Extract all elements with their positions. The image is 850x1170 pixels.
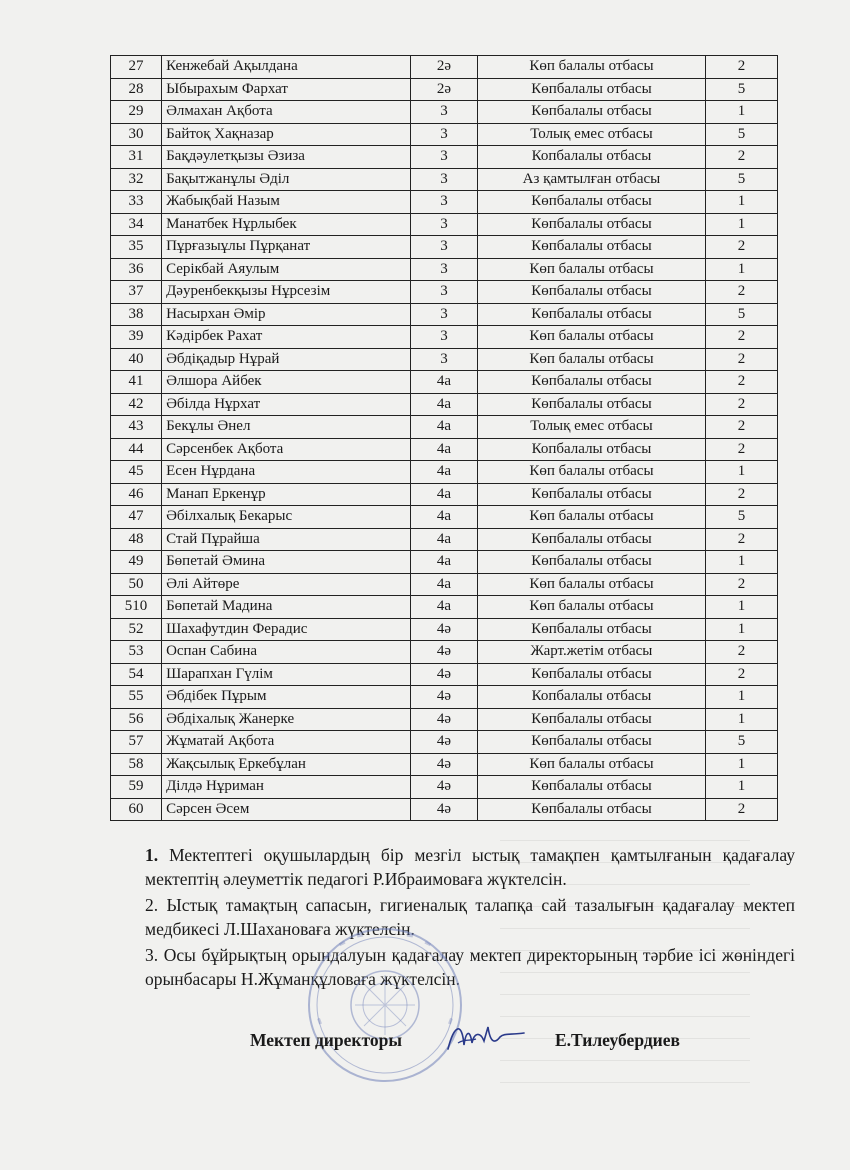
children-count-cell: 1 bbox=[706, 753, 778, 776]
family-status-cell: Копбалалы отбасы bbox=[477, 686, 705, 709]
table-row bbox=[111, 596, 778, 619]
student-name-cell: Шахафутдин Ферадис bbox=[162, 618, 411, 641]
children-count-cell: 1 bbox=[706, 191, 778, 214]
class-grade-cell: 3 bbox=[411, 101, 478, 124]
table-row bbox=[111, 213, 778, 236]
order-clause-number: 1. bbox=[145, 845, 159, 865]
children-count-cell: 2 bbox=[706, 371, 778, 394]
children-count-cell: 5 bbox=[706, 168, 778, 191]
children-count-cell: 5 bbox=[706, 123, 778, 146]
row-number-cell: 55 bbox=[111, 686, 162, 709]
order-clause-number: 2. bbox=[145, 895, 159, 915]
table-row bbox=[111, 528, 778, 551]
handwritten-signature bbox=[440, 1015, 530, 1060]
class-grade-cell: 4ә bbox=[411, 776, 478, 799]
student-name-cell: Жақсылық Еркебұлан bbox=[162, 753, 411, 776]
children-count-cell: 1 bbox=[706, 686, 778, 709]
table-row bbox=[111, 798, 778, 821]
table-row bbox=[111, 236, 778, 259]
row-number-cell: 56 bbox=[111, 708, 162, 731]
children-count-cell: 1 bbox=[706, 551, 778, 574]
family-status-cell: Көпбалалы отбасы bbox=[477, 618, 705, 641]
table-row bbox=[111, 753, 778, 776]
row-number-cell: 28 bbox=[111, 78, 162, 101]
student-name-cell: Кенжебай Ақылдана bbox=[162, 56, 411, 79]
table-row bbox=[111, 393, 778, 416]
family-status-cell: Көпбалалы отбасы bbox=[477, 776, 705, 799]
order-clause-2 bbox=[145, 893, 795, 941]
row-number-cell: 33 bbox=[111, 191, 162, 214]
class-grade-cell: 3 bbox=[411, 326, 478, 349]
family-status-cell: Көп балалы отбасы bbox=[477, 753, 705, 776]
children-count-cell: 2 bbox=[706, 393, 778, 416]
order-clause-3 bbox=[145, 943, 795, 991]
class-grade-cell: 2ә bbox=[411, 78, 478, 101]
row-number-cell: 44 bbox=[111, 438, 162, 461]
table-row bbox=[111, 168, 778, 191]
table-row bbox=[111, 258, 778, 281]
student-name-cell: Манап Еркенұр bbox=[162, 483, 411, 506]
table-row bbox=[111, 551, 778, 574]
children-count-cell: 1 bbox=[706, 461, 778, 484]
class-grade-cell: 4ә bbox=[411, 663, 478, 686]
children-count-cell: 2 bbox=[706, 798, 778, 821]
row-number-cell: 35 bbox=[111, 236, 162, 259]
table-row bbox=[111, 78, 778, 101]
family-status-cell: Көпбалалы отбасы bbox=[477, 78, 705, 101]
children-count-cell: 2 bbox=[706, 348, 778, 371]
table-row bbox=[111, 731, 778, 754]
class-grade-cell: 4ә bbox=[411, 798, 478, 821]
class-grade-cell: 4а bbox=[411, 551, 478, 574]
row-number-cell: 60 bbox=[111, 798, 162, 821]
class-grade-cell: 4а bbox=[411, 438, 478, 461]
bleed-through-line bbox=[500, 1016, 750, 1017]
row-number-cell: 58 bbox=[111, 753, 162, 776]
table-row bbox=[111, 506, 778, 529]
student-name-cell: Әлмахан Ақбота bbox=[162, 101, 411, 124]
family-status-cell: Көпбалалы отбасы bbox=[477, 731, 705, 754]
student-name-cell: Жұматай Ақбота bbox=[162, 731, 411, 754]
class-grade-cell: 3 bbox=[411, 213, 478, 236]
official-seal-stamp bbox=[305, 925, 465, 1085]
table-row bbox=[111, 663, 778, 686]
family-status-cell: Көпбалалы отбасы bbox=[477, 798, 705, 821]
class-grade-cell: 4ә bbox=[411, 731, 478, 754]
family-status-cell: Көп балалы отбасы bbox=[477, 258, 705, 281]
family-status-cell: Көпбалалы отбасы bbox=[477, 281, 705, 304]
order-clause-text: Осы бұйрықтың орындалуын қадағалау мектеп директорының тәрбие ісі жөніндегі орынбасары Н.Жұманқұловаға жүктелсін. bbox=[145, 945, 795, 989]
children-count-cell: 1 bbox=[706, 708, 778, 731]
family-status-cell: Көп балалы отбасы bbox=[477, 573, 705, 596]
student-name-cell: Әлі Айтөре bbox=[162, 573, 411, 596]
student-name-cell: Сәрсен Әсем bbox=[162, 798, 411, 821]
row-number-cell: 54 bbox=[111, 663, 162, 686]
class-grade-cell: 4ә bbox=[411, 641, 478, 664]
table-row bbox=[111, 56, 778, 79]
children-count-cell: 2 bbox=[706, 281, 778, 304]
table-row bbox=[111, 461, 778, 484]
row-number-cell: 50 bbox=[111, 573, 162, 596]
row-number-cell: 47 bbox=[111, 506, 162, 529]
family-status-cell: Көп балалы отбасы bbox=[477, 506, 705, 529]
row-number-cell: 41 bbox=[111, 371, 162, 394]
class-grade-cell: 3 bbox=[411, 236, 478, 259]
director-title: Мектеп директоры bbox=[250, 1030, 402, 1050]
student-name-cell: Жабықбай Назым bbox=[162, 191, 411, 214]
children-count-cell: 1 bbox=[706, 213, 778, 236]
student-name-cell: Сәрсенбек Ақбота bbox=[162, 438, 411, 461]
family-status-cell: Көпбалалы отбасы bbox=[477, 663, 705, 686]
class-grade-cell: 3 bbox=[411, 348, 478, 371]
row-number-cell: 36 bbox=[111, 258, 162, 281]
class-grade-cell: 4а bbox=[411, 393, 478, 416]
student-name-cell: Насырхан Әмір bbox=[162, 303, 411, 326]
row-number-cell: 43 bbox=[111, 416, 162, 439]
student-name-cell: Әбілхалық Бекарыс bbox=[162, 506, 411, 529]
table-row bbox=[111, 348, 778, 371]
class-grade-cell: 4ә bbox=[411, 618, 478, 641]
table-row bbox=[111, 618, 778, 641]
student-name-cell: Ыбырахым Фархат bbox=[162, 78, 411, 101]
class-grade-cell: 4а bbox=[411, 371, 478, 394]
student-table-body bbox=[111, 56, 778, 821]
family-status-cell: Көпбалалы отбасы bbox=[477, 236, 705, 259]
student-name-cell: Бөпетай Мадина bbox=[162, 596, 411, 619]
student-name-cell: Бөпетай Әмина bbox=[162, 551, 411, 574]
row-number-cell: 48 bbox=[111, 528, 162, 551]
bleed-through-line bbox=[500, 1060, 750, 1061]
class-grade-cell: 4ә bbox=[411, 708, 478, 731]
student-name-cell: Серікбай Аяулым bbox=[162, 258, 411, 281]
class-grade-cell: 4а bbox=[411, 573, 478, 596]
family-status-cell: Аз қамтылған отбасы bbox=[477, 168, 705, 191]
bleed-through-line bbox=[500, 1082, 750, 1083]
children-count-cell: 1 bbox=[706, 101, 778, 124]
order-clause-1 bbox=[145, 843, 795, 891]
student-name-cell: Байтоқ Хақназар bbox=[162, 123, 411, 146]
student-name-cell: Пұрғазыұлы Пұрқанат bbox=[162, 236, 411, 259]
student-name-cell: Әбдібек Пұрым bbox=[162, 686, 411, 709]
children-count-cell: 5 bbox=[706, 303, 778, 326]
family-status-cell: Көпбалалы отбасы bbox=[477, 393, 705, 416]
family-status-cell: Көп балалы отбасы bbox=[477, 348, 705, 371]
student-name-cell: Оспан Сабина bbox=[162, 641, 411, 664]
children-count-cell: 1 bbox=[706, 618, 778, 641]
class-grade-cell: 3 bbox=[411, 146, 478, 169]
row-number-cell: 57 bbox=[111, 731, 162, 754]
row-number-cell: 59 bbox=[111, 776, 162, 799]
row-number-cell: 52 bbox=[111, 618, 162, 641]
children-count-cell: 2 bbox=[706, 326, 778, 349]
student-name-cell: Дәуренбекқызы Нұрсезім bbox=[162, 281, 411, 304]
family-status-cell: Көпбалалы отбасы bbox=[477, 528, 705, 551]
table-row bbox=[111, 416, 778, 439]
children-count-cell: 2 bbox=[706, 641, 778, 664]
children-count-cell: 5 bbox=[706, 506, 778, 529]
row-number-cell: 29 bbox=[111, 101, 162, 124]
row-number-cell: 27 bbox=[111, 56, 162, 79]
row-number-cell: 37 bbox=[111, 281, 162, 304]
children-count-cell: 5 bbox=[706, 731, 778, 754]
student-name-cell: Бақдәулетқызы Әзиза bbox=[162, 146, 411, 169]
family-status-cell: Көпбалалы отбасы bbox=[477, 303, 705, 326]
class-grade-cell: 4а bbox=[411, 416, 478, 439]
student-name-cell: Кәдірбек Рахат bbox=[162, 326, 411, 349]
children-count-cell: 2 bbox=[706, 573, 778, 596]
family-status-cell: Толық емес отбасы bbox=[477, 416, 705, 439]
family-status-cell: Көпбалалы отбасы bbox=[477, 551, 705, 574]
director-name: Е.Тилеубердиев bbox=[555, 1030, 680, 1050]
student-name-cell: Шарапхан Гүлім bbox=[162, 663, 411, 686]
family-status-cell: Көпбалалы отбасы bbox=[477, 213, 705, 236]
family-status-cell: Жарт.жетім отбасы bbox=[477, 641, 705, 664]
row-number-cell: 49 bbox=[111, 551, 162, 574]
class-grade-cell: 3 bbox=[411, 303, 478, 326]
children-count-cell: 1 bbox=[706, 258, 778, 281]
class-grade-cell: 3 bbox=[411, 281, 478, 304]
student-name-cell: Әбілда Нұрхат bbox=[162, 393, 411, 416]
family-status-cell: Көпбалалы отбасы bbox=[477, 371, 705, 394]
row-number-cell: 40 bbox=[111, 348, 162, 371]
bleed-through-line bbox=[500, 840, 750, 841]
family-status-cell: Копбалалы отбасы bbox=[477, 438, 705, 461]
class-grade-cell: 4а bbox=[411, 506, 478, 529]
family-status-cell: Көп балалы отбасы bbox=[477, 56, 705, 79]
children-count-cell: 2 bbox=[706, 438, 778, 461]
row-number-cell: 39 bbox=[111, 326, 162, 349]
class-grade-cell: 3 bbox=[411, 191, 478, 214]
class-grade-cell: 4а bbox=[411, 596, 478, 619]
children-count-cell: 2 bbox=[706, 528, 778, 551]
table-row bbox=[111, 641, 778, 664]
order-clause-text: Мектептегі оқушылардың бір мезгіл ыстық тамақпен қамтылғанын қадағалау мектептің әлеуметтік педагогі Р.Ибраимоваға жүктелсін. bbox=[145, 845, 795, 889]
student-table bbox=[110, 55, 778, 821]
bleed-through-line bbox=[500, 994, 750, 995]
class-grade-cell: 3 bbox=[411, 168, 478, 191]
row-number-cell: 510 bbox=[111, 596, 162, 619]
student-name-cell: Манатбек Нұрлыбек bbox=[162, 213, 411, 236]
family-status-cell: Көп балалы отбасы bbox=[477, 326, 705, 349]
order-clause-text: Ыстық тамақтың сапасын, гигиеналық талапқа сай тазалығын қадағалау мектеп медбикесі Л.Шахановаға жүктелсін. bbox=[145, 895, 795, 939]
children-count-cell: 2 bbox=[706, 416, 778, 439]
student-name-cell: Бақытжанұлы Әділ bbox=[162, 168, 411, 191]
family-status-cell: Көпбалалы отбасы bbox=[477, 191, 705, 214]
children-count-cell: 2 bbox=[706, 56, 778, 79]
class-grade-cell: 4а bbox=[411, 528, 478, 551]
order-clause-number: 3. bbox=[145, 945, 159, 965]
table-row bbox=[111, 371, 778, 394]
row-number-cell: 32 bbox=[111, 168, 162, 191]
table-row bbox=[111, 483, 778, 506]
table-row bbox=[111, 191, 778, 214]
table-row bbox=[111, 146, 778, 169]
table-row bbox=[111, 438, 778, 461]
order-clauses bbox=[145, 843, 795, 993]
children-count-cell: 2 bbox=[706, 146, 778, 169]
children-count-cell: 2 bbox=[706, 483, 778, 506]
class-grade-cell: 3 bbox=[411, 258, 478, 281]
family-status-cell: Копбалалы отбасы bbox=[477, 146, 705, 169]
family-status-cell: Көп балалы отбасы bbox=[477, 461, 705, 484]
children-count-cell: 5 bbox=[706, 78, 778, 101]
row-number-cell: 42 bbox=[111, 393, 162, 416]
table-row bbox=[111, 101, 778, 124]
class-grade-cell: 3 bbox=[411, 123, 478, 146]
student-name-cell: Әлшора Айбек bbox=[162, 371, 411, 394]
table-row bbox=[111, 708, 778, 731]
student-name-cell: Стай Пұрайша bbox=[162, 528, 411, 551]
row-number-cell: 31 bbox=[111, 146, 162, 169]
row-number-cell: 30 bbox=[111, 123, 162, 146]
children-count-cell: 2 bbox=[706, 236, 778, 259]
row-number-cell: 53 bbox=[111, 641, 162, 664]
family-status-cell: Көпбалалы отбасы bbox=[477, 708, 705, 731]
children-count-cell: 1 bbox=[706, 596, 778, 619]
class-grade-cell: 2ә bbox=[411, 56, 478, 79]
class-grade-cell: 4ә bbox=[411, 686, 478, 709]
family-status-cell: Көпбалалы отбасы bbox=[477, 483, 705, 506]
row-number-cell: 46 bbox=[111, 483, 162, 506]
class-grade-cell: 4а bbox=[411, 461, 478, 484]
family-status-cell: Толық емес отбасы bbox=[477, 123, 705, 146]
family-status-cell: Көп балалы отбасы bbox=[477, 596, 705, 619]
family-status-cell: Көпбалалы отбасы bbox=[477, 101, 705, 124]
children-count-cell: 2 bbox=[706, 663, 778, 686]
row-number-cell: 38 bbox=[111, 303, 162, 326]
student-name-cell: Бекұлы Әнел bbox=[162, 416, 411, 439]
table-row bbox=[111, 776, 778, 799]
student-name-cell: Ділдә Нұриман bbox=[162, 776, 411, 799]
class-grade-cell: 4ә bbox=[411, 753, 478, 776]
student-name-cell: Әбдіхалық Жанерке bbox=[162, 708, 411, 731]
table-row bbox=[111, 123, 778, 146]
table-row bbox=[111, 303, 778, 326]
row-number-cell: 34 bbox=[111, 213, 162, 236]
student-name-cell: Есен Нұрдана bbox=[162, 461, 411, 484]
table-row bbox=[111, 326, 778, 349]
student-name-cell: Әбдіқадыр Нұрай bbox=[162, 348, 411, 371]
table-row bbox=[111, 281, 778, 304]
class-grade-cell: 4а bbox=[411, 483, 478, 506]
children-count-cell: 1 bbox=[706, 776, 778, 799]
table-row bbox=[111, 686, 778, 709]
row-number-cell: 45 bbox=[111, 461, 162, 484]
table-row bbox=[111, 573, 778, 596]
